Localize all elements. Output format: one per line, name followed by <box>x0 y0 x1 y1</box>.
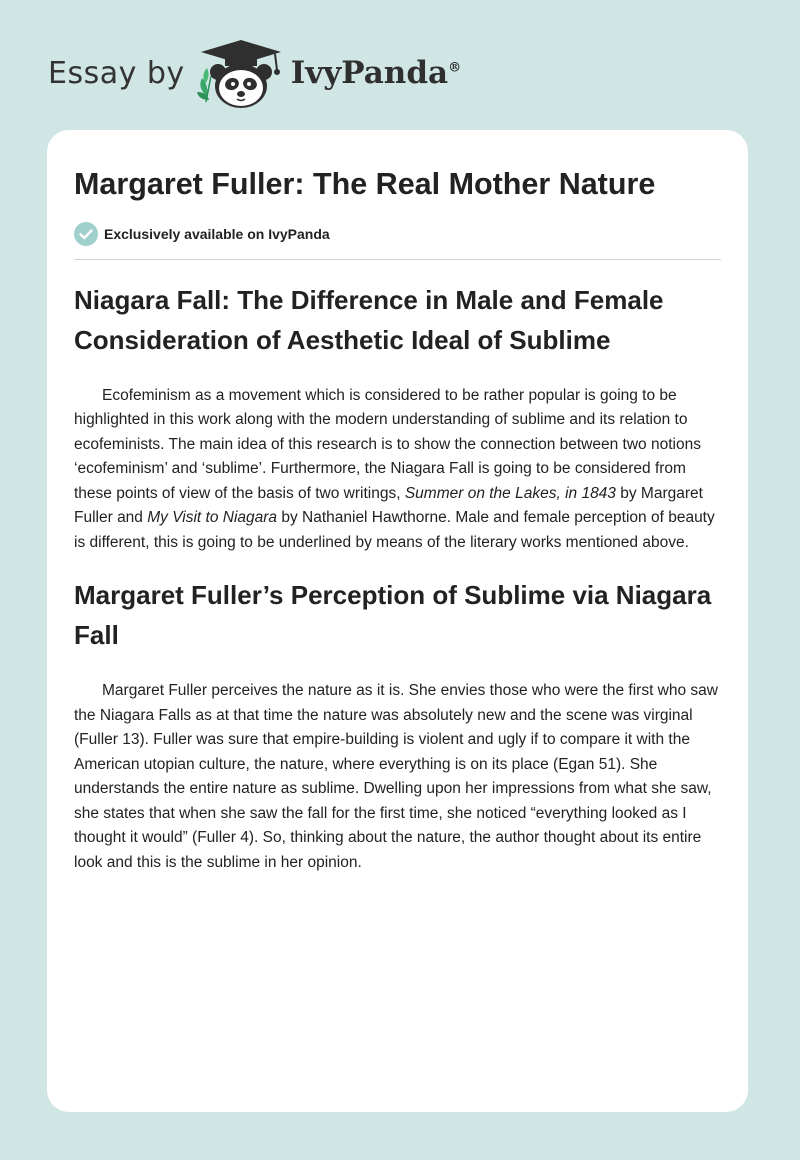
book-title-summer: Summer on the Lakes, in 1843 <box>404 484 616 502</box>
brand-prefix: Essay by <box>48 55 185 91</box>
section-paragraph-fuller: Margaret Fuller perceives the nature as it is. She envies those who were the first who saw the Niagara Falls as at that time the nature was absolutely new and the scene was virginal (Fuller 13). Fuller was sure that empire-building is violent and ugly if to compare it with the American utopian culture, the nature, where everything is on its place (Egan 51). She understands the entire nature as sublime. Dwelling upon her impressions from what she saw, she states that when she saw the fall for the first time, she noticed “everything looked as I thought it would” (Fuller 4). So, thinking about the nature, the author thought about its entire look and this is the sublime in her opinion. <box>74 682 718 871</box>
page-title: Margaret Fuller: The Real Mother Nature <box>74 167 656 201</box>
brand-name: IvyPanda® <box>290 55 462 91</box>
article-card <box>47 130 748 1112</box>
panda-graduate-icon <box>193 36 289 110</box>
section-paragraph-intro: Ecofeminism as a movement which is considered to be rather popular is going to be highlighted in this work along with the modern understanding of sublime and its relation to ecofeminists. The main idea of this research is to show the connection between two notions ‘ecofeminism’ and ‘sublime’. Furthermore, the Niagara Fall is going to be considered from these points of view of the basis of two writings, Summer on the Lakes, in 1843 by Margaret Fuller and My Visit to Niagara by Nathaniel Hawthorne. Male and female perception of beauty is different, this is going to be underlined by means of the literary works mentioned above. <box>74 386 715 551</box>
exclusive-badge <box>74 222 721 246</box>
divider <box>74 259 721 260</box>
check-circle-icon <box>74 222 98 246</box>
badge-label: Exclusively available on IvyPanda <box>104 225 330 242</box>
book-title-visit: My Visit to Niagara <box>147 509 278 527</box>
site-brand <box>48 36 461 110</box>
section-heading-niagara: Niagara Fall: The Difference in Male and Female Consideration of Aesthetic Ideal of Sublime <box>74 284 664 355</box>
section-heading-fuller: Margaret Fuller’s Perception of Sublime via Niagara Fall <box>74 580 712 651</box>
